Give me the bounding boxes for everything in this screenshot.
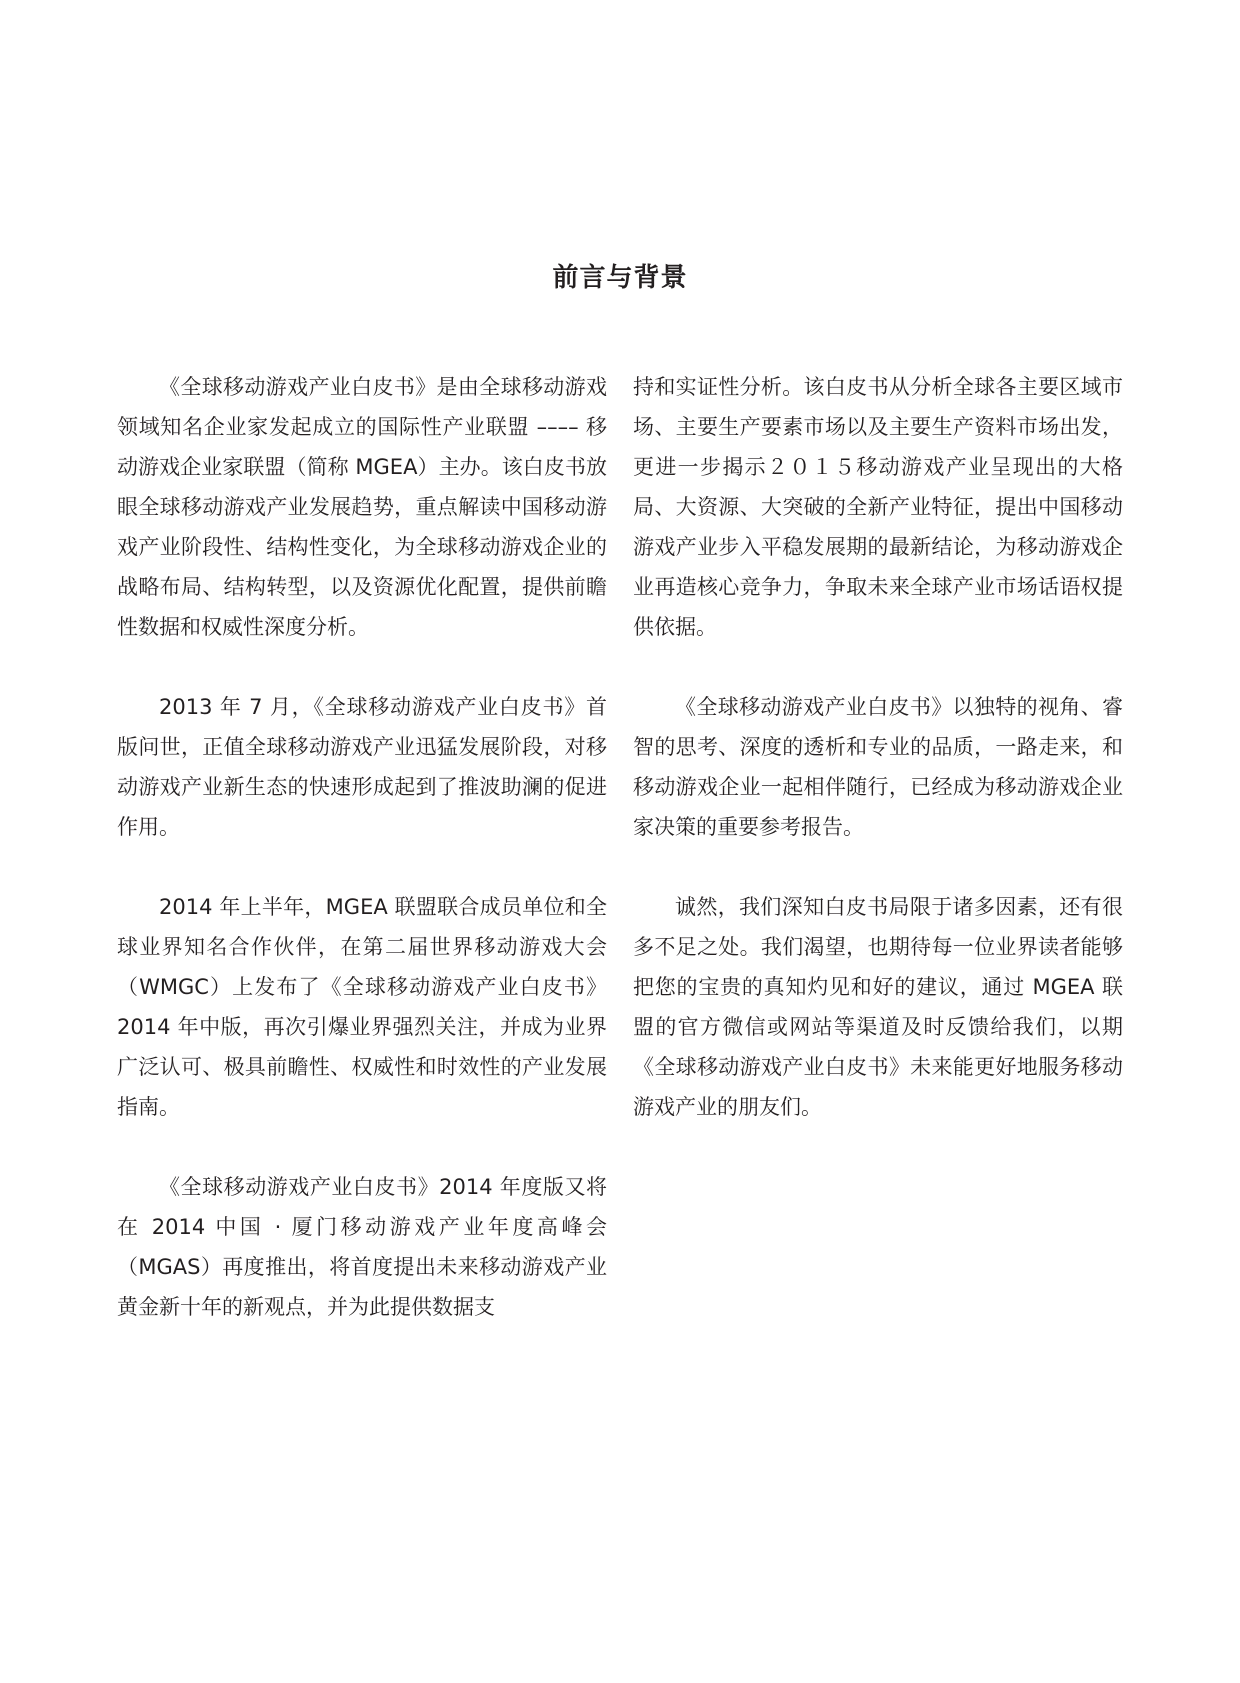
page-title: 前言与背景 xyxy=(552,263,688,293)
left-column xyxy=(117,367,607,1367)
mid-2014-edition-paragraph: 2014 年上半年，MGEA 联盟联合成员单位和全球业界知名合作伙伴，在第二届世界移动游戏大会（WMGC）上发布了《全球移动游戏产业白皮书》2014 年中版，再次引爆业界强烈关注，并成为业界广泛认可、极具前瞻性、权威性和时效性的产业发展指南。 xyxy=(117,895,607,1119)
first-edition-paragraph: 2013 年 7 月，《全球移动游戏产业白皮书》首版问世，正值全球移动游戏产业迅猛发展阶段，对移动游戏产业新生态的快速形成起到了推波助澜的促进作用。 xyxy=(117,695,607,839)
feedback-paragraph: 诚然，我们深知白皮书局限于诸多因素，还有很多不足之处。我们渴望，也期待每一位业界读者能够把您的宝贵的真知灼见和好的建议，通过 MGEA 联盟的官方微信或网站等渠道及时反馈给我们，以期《全球移动游戏产业白皮书》未来能更好地服务移动游戏产业的朋友们。 xyxy=(633,895,1123,1119)
continuation-paragraph: 持和实证性分析。该白皮书从分析全球各主要区域市场、主要生产要素市场以及主要生产资料市场出发，更进一步揭示２０１５移动游戏产业呈现出的大格局、大资源、大突破的全新产业特征，提出中国移动游戏产业步入平稳发展期的最新结论，为移动游戏企业再造核心竞争力，争取未来全球产业市场话语权提供依据。 xyxy=(633,375,1123,639)
annual-2014-edition-paragraph: 《全球移动游戏产业白皮书》2014 年度版又将在 2014 中国 · 厦门移动游戏产业年度高峰会（MGAS）再度推出，将首度提出未来移动游戏产业黄金新十年的新观点，并为此提供数据支 xyxy=(117,1175,607,1319)
intro-paragraph: 《全球移动游戏产业白皮书》是由全球移动游戏领域知名企业家发起成立的国际性产业联盟 –––– 移动游戏企业家联盟（简称 MGEA）主办。该白皮书放眼全球移动游戏产业发展趋势，重点解读中国移动游戏产业阶段性、结构性变化，为全球移动游戏企业的战略布局、结构转型，以及资源优化配置，提供前瞻性数据和权威性深度分析。 xyxy=(117,375,607,639)
right-column xyxy=(633,367,1123,1167)
perspective-paragraph: 《全球移动游戏产业白皮书》以独特的视角、睿智的思考、深度的透析和专业的品质，一路走来，和移动游戏企业一起相伴随行，已经成为移动游戏企业家决策的重要参考报告。 xyxy=(633,695,1123,839)
